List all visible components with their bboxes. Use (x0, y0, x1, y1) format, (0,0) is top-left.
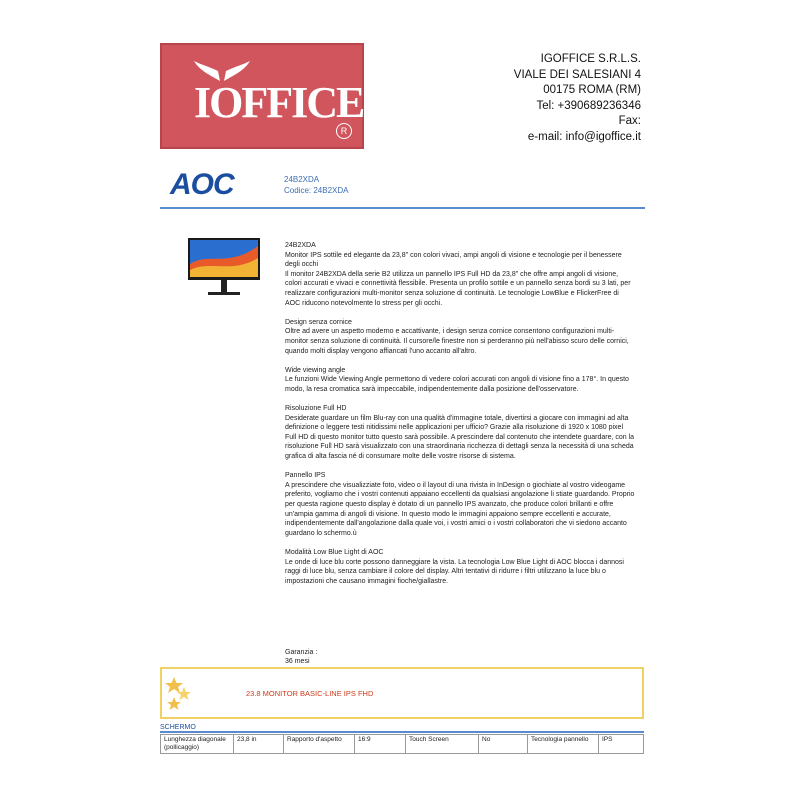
product-banner (160, 667, 644, 719)
spec-section-label: SCHERMO (160, 724, 196, 731)
company-fax: Fax: (618, 115, 641, 127)
warranty (285, 648, 317, 667)
section-title: Design senza cornice (285, 318, 352, 326)
divider (160, 207, 645, 209)
igoffice-logo (160, 43, 364, 149)
desc-headline: Monitor IPS sottile ed elegante da 23,8" con colori vivaci, ampi angoli di visione e tecnologie per il benessere degli occhi (285, 251, 622, 269)
product-model: 24B2XDA (284, 175, 320, 184)
desc-body: Il monitor 24B2XDA della serie B2 utilizza un pannello IPS Full HD da 23,8" che offre ampi angoli di visione, colori accurati e vivaci e connettività flessibile. Presenta un profilo sottile e un pannello senza bordi su 3 lati, per realizzare configurazioni multi-monitor senza soluzione di continuità. Le tecnologie LowBlue e FlickerFree di AOC riducono notevolmente lo stress per gli occhi. (285, 270, 631, 307)
banner-title: 23.8 MONITOR BASIC-LINE IPS FHD (246, 689, 374, 698)
company-email[interactable]: e-mail: info@igoffice.it (527, 130, 641, 143)
registered-icon: R (336, 123, 352, 139)
spec-divider (160, 731, 644, 733)
spec-label: Touch Screen (406, 735, 479, 754)
section-low-blue (285, 548, 635, 586)
warranty-label: Garanzia : (285, 649, 318, 656)
company-address (514, 52, 641, 145)
product-description (285, 241, 635, 586)
section-text: Oltre ad avere un aspetto moderno e accattivante, i design senza cornice consentono configurazioni multi-monitor senza soluzione di continuità. Il cursore/le finestre non si perderanno più nell'abisso scuro delle cornici, quando molti display vengono affiancati l'uno accanto all'altro. (285, 328, 629, 355)
section-text: Desiderate guardare un film Blu-ray con una qualità d'immagine totale, divertirsi a giocare con immagini ad alta definizione o leggere testi nitidissimi nelle applicazioni per ufficio? Grazie alla risoluzione di 1920 x 1080 pixel Full HD di questo monitor tutto questo sarà possibile. A prescindere dal contenuto che intendete guardare, con la risoluzione Full HD sarà visualizzato con una straordinaria ricchezza di dettagli senza la necessità di una scheda grafica di alta fascia né di consumare molte delle vostre risorse di sistema. (285, 414, 635, 461)
section-text: Le onde di luce blu corte possono danneggiare la vista. La tecnologia Low Blue Light di AOC blocca i dannosi raggi di luce blu, senza cambiare il colore del display. Altri tentativi di ridurre i filtri utilizzano la luce blu o impostazioni che causano immagini fioche/giallastre. (285, 558, 624, 585)
spec-label: Lunghezza diagonale (pollicaggio) (161, 735, 234, 754)
spec-value: No (479, 735, 528, 754)
company-city: 00175 ROMA (RM) (543, 84, 641, 96)
section-full-hd (285, 404, 635, 462)
desc-model: 24B2XDA (285, 242, 316, 249)
company-name: IGOFFICE S.R.L.S. (540, 53, 641, 65)
company-phone: Tel: +390689236346 (536, 99, 641, 112)
section-ips (285, 471, 635, 538)
section-title: Risoluzione Full HD (285, 405, 347, 413)
section-title: Pannello IPS (285, 472, 326, 480)
spec-value: IPS (599, 735, 644, 754)
section-title: Modalità Low Blue Light di AOC (285, 549, 384, 556)
section-frameless (285, 318, 635, 356)
monitor-image (188, 238, 260, 298)
section-text: Le funzioni Wide Viewing Angle permettono di vedere colori accurati con angoli di visione fino a 178°. In questo modo, la resa cromatica sarà impeccabile, indipendentemente dalla posizione dell'osservatore. (285, 376, 629, 393)
spec-value: 23,8 in (234, 735, 284, 754)
warranty-value: 36 mesi (285, 658, 310, 666)
product-code: Codice: 24B2XDA (284, 186, 349, 195)
spec-value: 16:9 (355, 735, 406, 754)
section-wide-angle (285, 366, 635, 395)
logo-wordmark: IOFFICE (194, 78, 364, 127)
spec-table (160, 734, 644, 754)
table-row (161, 735, 644, 754)
spec-label: Rapporto d'aspetto (284, 735, 355, 754)
product-header (284, 174, 348, 196)
company-street: VIALE DEI SALESIANI 4 (513, 68, 641, 81)
stars-icon (164, 675, 194, 715)
section-title: Wide viewing angle (285, 366, 346, 374)
spec-label: Tecnologia pannello (528, 735, 599, 754)
section-text: A prescindere che visualizziate foto, video o il layout di una rivista in InDesign o giochiate al vostro videogame preferito, vogliamo che i vostri contenuti appaiano eccellenti da qualsiasi angolazione li stiate guardando. Proprio per questa ragione questo display è dotato di un pannello IPS avanzato, che produce colori brillanti e offre un'ampia gamma di angoli di visione. In questo modo le immagini appaiono sempre eccellenti e accurate, indipendentemente dall'angolazione dalla quale voi, i vostri amici o i vostri collaboratori che vi siedono accanto guardano lo schermo.ù (285, 481, 635, 537)
aoc-logo: AOC (170, 168, 234, 201)
